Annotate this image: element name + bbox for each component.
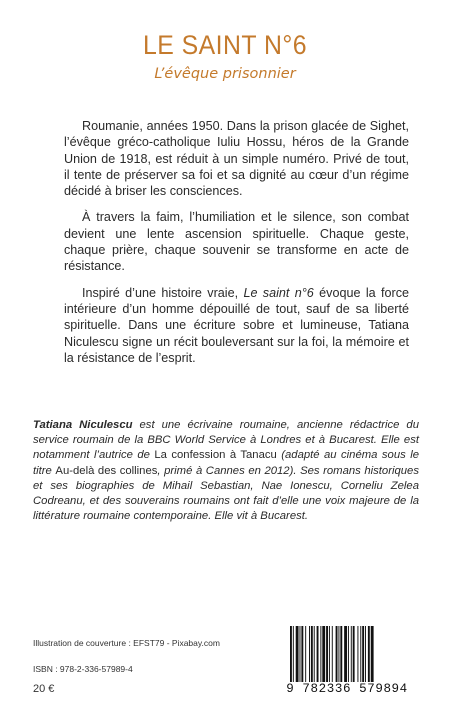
summary-paragraph-1: Roumanie, années 1950. Dans la prison glacée de Sighet, l’évêque gréco-catholique Iuliu Hossu, héros de la Grande Union de 1918, est réduit à un simple numéro. Privé de tout, il tente de préserver sa foi et sa dignité au cœur d’un régime décidé à briser les consciences. <box>64 119 409 199</box>
barcode-bars <box>282 626 412 684</box>
summary-block <box>64 118 409 376</box>
summary-paragraph-2: À travers la faim, l’humiliation et le silence, son combat devient une lente ascension spirituelle. Chaque geste, chaque prière, chaque souvenir se transforme en acte de résistance. <box>64 210 409 274</box>
summary-p3-start: Inspiré d’une histoire vraie, <box>82 285 244 300</box>
bio-text-1: est une écrivaine roumaine, ancienne rédactrice du service roumain de la BBC World Service à Londres et à Bucarest. Elle est notamment l’autrice de <box>33 419 419 462</box>
isbn: ISBN : 978-2-336-57989-4 <box>33 664 133 674</box>
barcode-number: 9 782336 579894 <box>286 682 408 696</box>
bio-book-title: La confession à Tanacu <box>154 449 277 462</box>
cover-credit: Illustration de couverture : EFST79 - Pixabay.com <box>33 638 220 648</box>
bio-film-title: Au-delà des collines <box>55 464 158 477</box>
author-bio <box>33 418 419 524</box>
book-title: LE SAINT N°6 <box>142 30 308 60</box>
book-subtitle: L’évêque prisonnier <box>154 66 296 82</box>
bio-text-2: (adapté au cinéma sous le titre <box>33 449 419 477</box>
price: 20 € <box>33 683 55 695</box>
summary-paragraph-3 <box>64 285 409 366</box>
summary-p3-book-title: Le saint n°6 <box>243 285 314 300</box>
author-name: Tatiana Niculescu <box>33 419 133 431</box>
barcode <box>282 626 412 706</box>
summary-p3-end: évoque la force intérieure d’un homme dépouillé de tout, sauf de sa liberté spirituelle. Dans une écriture sobre et lumineuse, Tatiana Niculescu signe un récit bouleversant sur la foi, la mémoire et la résistance de l’esprit. <box>64 285 409 365</box>
bio-text-3: , primé à Cannes en 2012). Ses romans historiques et ses biographies de Mihail Sebastian, Nae Ionescu, Corneliu Zelea Codreanu, et des souverains roumains ont fait d’elle une voix majeure de la littérature roumaine contemporaine. Elle vit à Bucarest. <box>33 464 419 523</box>
